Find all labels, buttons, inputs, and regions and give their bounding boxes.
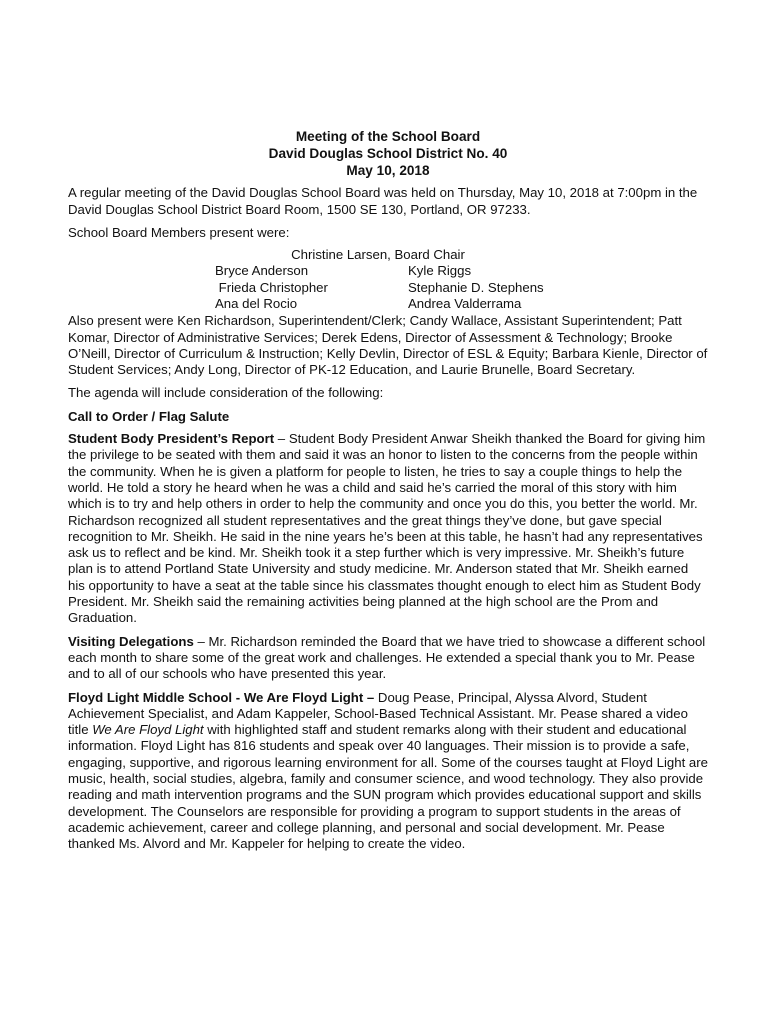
floyd-light-body-part2: with highlighted staff and student remarks along with their student and educational information. Floyd Light has 816 students and speak over 40 languages. Their mission is to provide a safe, engaging, supportive, and rigorous learning environment for all. Some of the courses taught at Floyd Light are music, health, social studies, algebra, family and consumer science, and wood technology. They also provide reading and math intervention programs and the SUN program which provides educational support and skills development. The Counselors are responsible for providing a program to support students in the areas of academic achievement, career and college planning, and personal and social development. Mr. Pease thanked Ms. Alvord and Mr. Kappeler for helping to create the video. <box>68 722 708 852</box>
visiting-delegations-heading: Visiting Delegations <box>68 633 194 649</box>
member-name: Frieda Christopher <box>215 279 328 295</box>
board-members-list <box>68 247 708 311</box>
student-report-dash: – <box>274 431 289 447</box>
floyd-light-section <box>68 690 708 853</box>
student-report-heading: Student Body President’s Report <box>68 431 275 447</box>
visiting-delegations-body: Mr. Richardson reminded the Board that we have tried to showcase a different school each month to share some of the great work and challenges. He extended a special thank you to Mr. Pease and to all of our schools who have presented this year. <box>68 633 706 682</box>
floyd-light-heading: Floyd Light Middle School - We Are Floyd Light – <box>68 689 375 705</box>
member-name: Andrea Valderrama <box>408 295 522 311</box>
member-name: Ana del Rocio <box>215 295 298 311</box>
members-right-column <box>408 263 544 312</box>
title-line-district: David Douglas School District No. 40 <box>268 145 508 161</box>
title-line-meeting: Meeting of the School Board <box>295 129 481 144</box>
board-chair: Christine Larsen, Board Chair <box>291 247 465 263</box>
document-page <box>68 129 708 859</box>
member-name: Kyle Riggs <box>408 263 472 279</box>
visiting-delegations-section <box>68 634 708 683</box>
intro-paragraph: A regular meeting of the David Douglas School Board was held on Thursday, May 10, 2018 at 7:00pm in the David Douglas School District Board Room, 1500 SE 130, Portland, OR 97233. <box>68 185 698 217</box>
members-heading: School Board Members present were: <box>68 224 290 240</box>
member-name: Bryce Anderson <box>215 263 309 279</box>
visiting-delegations-dash: – <box>193 633 209 649</box>
members-left-column <box>215 263 328 312</box>
agenda-intro: The agenda will include consideration of the following: <box>68 385 384 401</box>
call-to-order-heading: Call to Order / Flag Salute <box>68 408 230 424</box>
student-report-body: Student Body President Anwar Sheikh thanked the Board for giving him the privilege to be seated with them and said it was an honor to listen to the concerns from the people within the community. When he is given a platform for people to listen, he tries to say a couple things to help the world. He told a story he heard when he was a child and said he’s carried the moral of this story with him which is to try and help others in order to help the community and once you do this, you better the world. Mr. Richardson recognized all student representatives and the great things they’ve done, but gave special recognition to Mr. Sheikh. He said in the nine years he’s been at this table, he hasn’t had any representatives ask us to reflect and be kind. Mr. Sheikh took it a step further which is very impressive. Mr. Sheikh’s future plan is to attend Portland State University and study medicine. Mr. Anderson stated that Mr. Sheikh earned his opportunity to have a seat at the table since his classmates thought enough to elect him as Student Body President. Mr. Sheikh said the remaining activities being planned at the high school are the Prom and Graduation. <box>68 431 706 626</box>
title-line-date: May 10, 2018 <box>346 162 430 178</box>
student-report-section <box>68 431 708 627</box>
floyd-light-video-title: We Are Floyd Light <box>92 722 204 738</box>
floyd-light-body-part1: Doug Pease, Principal, Alyssa Alvord, Student Achievement Specialist, and Adam Kappeler, School-Based Technical Assistant. Mr. Pease shared a video title <box>68 689 688 738</box>
also-present-paragraph: Also present were Ken Richardson, Superintendent/Clerk; Candy Wallace, Assistant Superintendent; Patt Komar, Director of Administrative Services; Derek Edens, Director of Assessment & Technology; Brooke O’Neill, Director of Curriculum & Instruction; Kelly Devlin, Director of ESL & Equity; Barbara Kienle, Director of Student Services; Andy Long, Director of PK-12 Education, and Laurie Brunelle, Board Secretary. <box>68 313 708 378</box>
member-name: Stephanie D. Stephens <box>408 279 544 295</box>
document-title <box>68 129 708 179</box>
